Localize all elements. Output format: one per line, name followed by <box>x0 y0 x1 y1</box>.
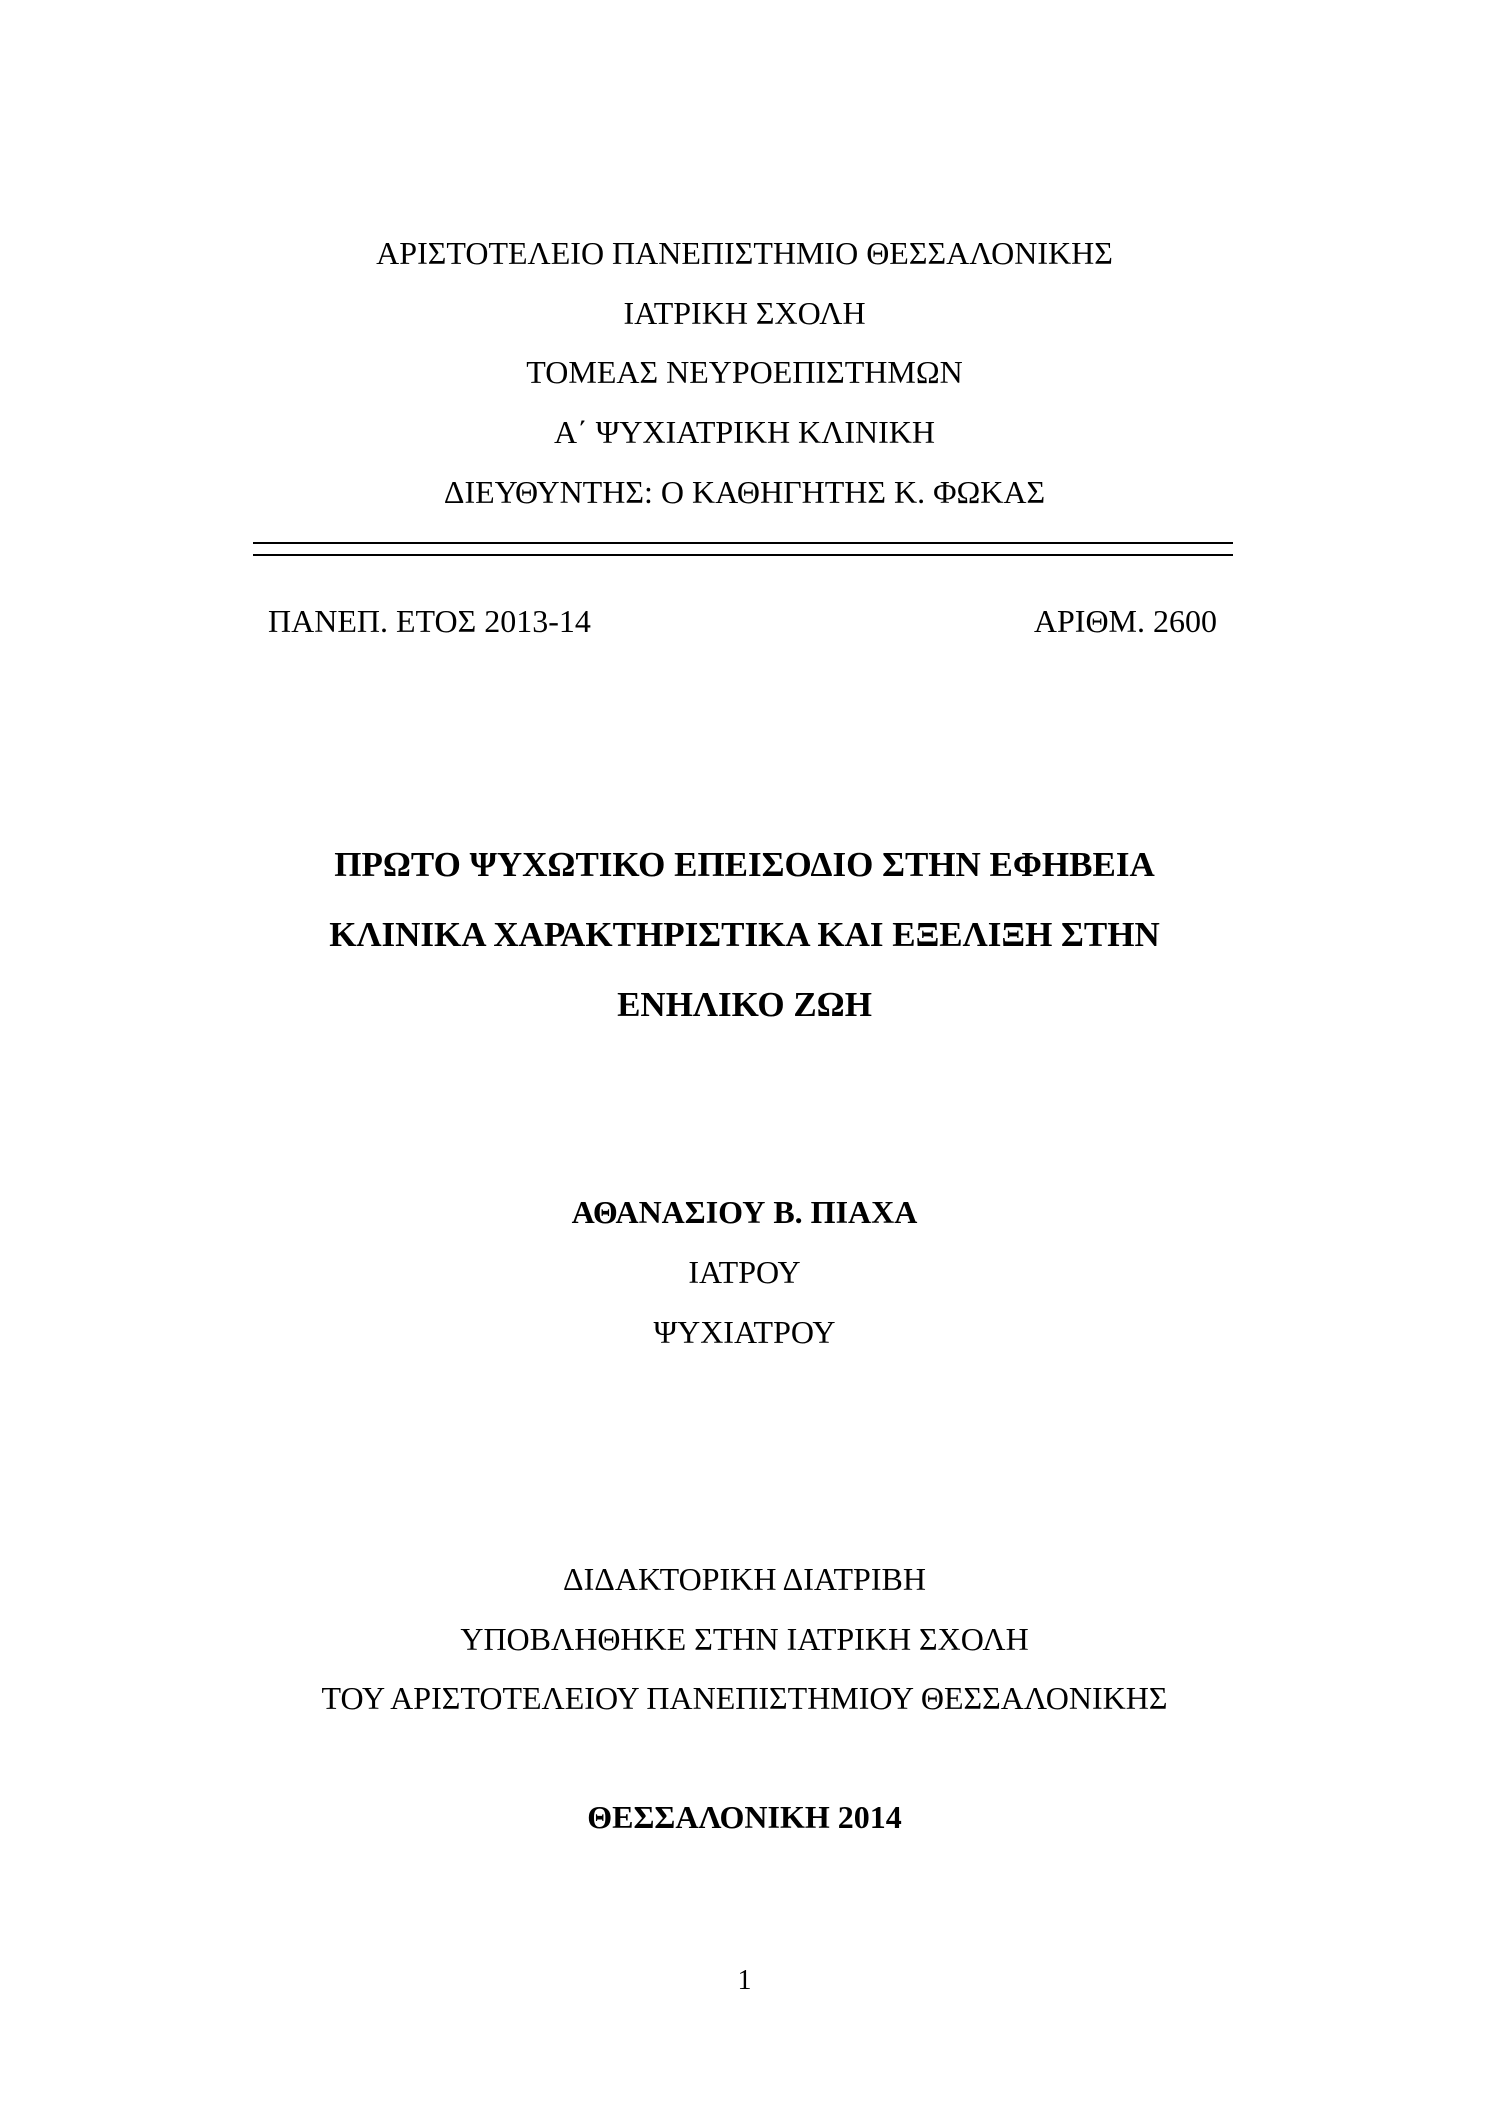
page-number: 1 <box>737 1965 752 1996</box>
director-line: ΔΙΕΥΘΥΝΤΗΣ: Ο ΚΑΘΗΓΗΤΗΣ Κ. ΦΩΚΑΣ <box>443 474 1046 510</box>
header-rule-top <box>253 542 1233 544</box>
department-name: ΤΟΜΕΑΣ ΝΕΥΡΟΕΠΙΣΤΗΜΩΝ <box>526 354 963 390</box>
thesis-title-line-3: ΕΝΗΛΙΚΟ ΖΩΗ <box>617 985 872 1024</box>
submission-line-2: ΤΟΥ ΑΡΙΣΤΟΤΕΛΕΙΟΥ ΠΑΝΕΠΙΣΤΗΜΙΟΥ ΘΕΣΣΑΛΟΝΙΚΗΣ <box>321 1680 1168 1716</box>
header-rule-bottom <box>253 554 1233 556</box>
thesis-title-line-1: ΠΡΩΤΟ ΨΥΧΩΤΙΚΟ ΕΠΕΙΣΟΔΙΟ ΣΤΗΝ ΕΦΗΒΕΙΑ <box>334 845 1155 884</box>
university-name: ΑΡΙΣΤΟΤΕΛΕΙΟ ΠΑΝΕΠΙΣΤΗΜΙΟ ΘΕΣΣΑΛΟΝΙΚΗΣ <box>376 235 1113 271</box>
clinic-name: Α΄ ΨΥΧΙΑΤΡΙΚΗ ΚΛΙΝΙΚΗ <box>553 414 935 450</box>
author-name: ΑΘΑΝΑΣΙΟΥ Β. ΠΙΑΧΑ <box>571 1194 918 1230</box>
submission-line-1: ΥΠΟΒΛΗΘΗΚΕ ΣΤΗΝ ΙΑΤΡΙΚΗ ΣΧΟΛΗ <box>460 1621 1029 1657</box>
academic-year: ΠΑΝΕΠ. ΕΤΟΣ 2013-14 <box>268 603 591 639</box>
place-year: ΘΕΣΣΑΛΟΝΙΚΗ 2014 <box>587 1799 902 1835</box>
thesis-type: ΔΙΔΑΚΤΟΡΙΚΗ ΔΙΑΤΡΙΒΗ <box>563 1561 926 1597</box>
author-role-physician: ΙΑΤΡΟΥ <box>688 1254 801 1290</box>
school-name: ΙΑΤΡΙΚΗ ΣΧΟΛΗ <box>623 295 866 331</box>
thesis-number: ΑΡΙΘΜ. 2600 <box>1033 603 1217 639</box>
thesis-title-line-2: ΚΛΙΝΙΚΑ ΧΑΡΑΚΤΗΡΙΣΤΙΚΑ ΚΑΙ ΕΞΕΛΙΞΗ ΣΤΗΝ <box>329 915 1160 954</box>
author-role-psychiatrist: ΨΥΧΙΑΤΡΟΥ <box>653 1314 836 1350</box>
